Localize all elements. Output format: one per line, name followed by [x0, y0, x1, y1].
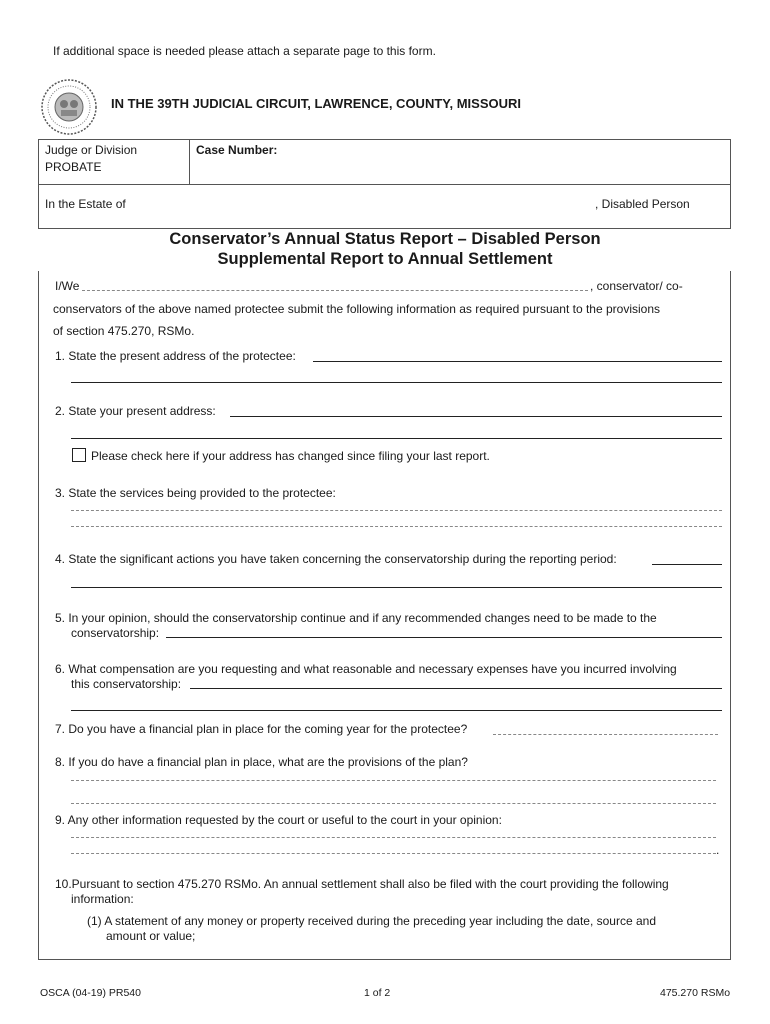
attachment-note: If additional space is needed please attach a separate page to this form.	[53, 44, 436, 58]
question-10: 10.Pursuant to section 475.270 RSMo. An annual settlement shall also be filed with the court providing the following	[55, 877, 669, 891]
question-5-cont: conservatorship:	[71, 626, 160, 640]
court-seal-image	[40, 78, 98, 136]
your-address-field-line2[interactable]	[71, 438, 722, 439]
page-number: 1 of 2	[364, 987, 391, 999]
address-changed-label: Please check here if your address has changed since filing your last report.	[91, 449, 490, 463]
your-address-field[interactable]	[230, 416, 722, 417]
case-number-label: Case Number:	[196, 143, 278, 157]
protectee-address-field-line2[interactable]	[71, 382, 722, 383]
intro-text: conservators of the above named protectee submit the following information as required pursuant to the provisions	[53, 302, 661, 316]
conservatorship-opinion-field[interactable]	[166, 637, 722, 638]
conservator-label: , conservator/ co-	[590, 279, 683, 293]
plan-provisions-field-line2[interactable]	[71, 803, 716, 804]
question-4: 4. State the significant actions you have taken concerning the conservatorship during the reporting period:	[55, 552, 617, 566]
question-10-item-1-cont: amount or value;	[106, 929, 196, 943]
iwe-label: I/We	[55, 279, 80, 293]
question-6: 6. What compensation are you requesting and what reasonable and necessary expenses have you incurred involving	[55, 662, 677, 676]
form-code: OSCA (04-19) PR540	[40, 987, 141, 999]
services-field-line2[interactable]	[71, 526, 722, 527]
case-info-box	[38, 139, 731, 229]
question-3: 3. State the services being provided to the protectee:	[55, 486, 336, 500]
services-field-line1[interactable]	[71, 510, 722, 511]
estate-label: In the Estate of	[45, 197, 126, 211]
question-2: 2. State your present address:	[55, 404, 216, 418]
judge-division-value[interactable]: PROBATE	[45, 160, 102, 174]
court-header-title: IN THE 39TH JUDICIAL CIRCUIT, LAWRENCE, COUNTY, MISSOURI	[111, 96, 522, 111]
question-7: 7. Do you have a financial plan in place for the coming year for the protectee?	[55, 722, 468, 736]
question-10-cont: information:	[71, 892, 134, 906]
other-info-field-line2[interactable]	[71, 853, 716, 854]
significant-actions-field-line2[interactable]	[71, 587, 722, 588]
form-title-line1: Conservator’s Annual Status Report – Disabled Person	[169, 230, 601, 248]
compensation-field[interactable]	[190, 688, 722, 689]
compensation-field-line2[interactable]	[71, 710, 722, 711]
significant-actions-field[interactable]	[652, 564, 722, 565]
other-info-end-period: .	[716, 843, 720, 857]
other-info-field-line1[interactable]	[71, 837, 716, 838]
form-title-line2: Supplemental Report to Annual Settlement	[217, 250, 553, 268]
question-8: 8. If you do have a financial plan in place, what are the provisions of the plan?	[55, 755, 468, 769]
case-box-divider	[189, 140, 190, 184]
question-9: 9. Any other information requested by the court or useful to the court in your opinion:	[55, 813, 502, 827]
statute-reference: 475.270 RSMo	[660, 987, 731, 999]
protectee-address-field[interactable]	[313, 361, 722, 362]
question-10-item-1: (1) A statement of any money or property received during the preceding year including the date, source and	[87, 914, 657, 928]
intro-text: of section 475.270, RSMo.	[53, 324, 195, 338]
case-box-divider	[39, 184, 730, 185]
plan-provisions-field-line1[interactable]	[71, 780, 716, 781]
question-1: 1. State the present address of the protectee:	[55, 349, 296, 363]
judge-division-label: Judge or Division	[45, 143, 138, 157]
question-6-cont: this conservatorship:	[71, 677, 182, 691]
disabled-person-label: , Disabled Person	[595, 197, 690, 211]
question-5: 5. In your opinion, should the conservatorship continue and if any recommended changes need to be made to the	[55, 611, 657, 625]
address-changed-checkbox[interactable]	[72, 448, 86, 462]
conservator-name-field[interactable]	[82, 290, 588, 291]
financial-plan-field[interactable]	[493, 734, 718, 735]
